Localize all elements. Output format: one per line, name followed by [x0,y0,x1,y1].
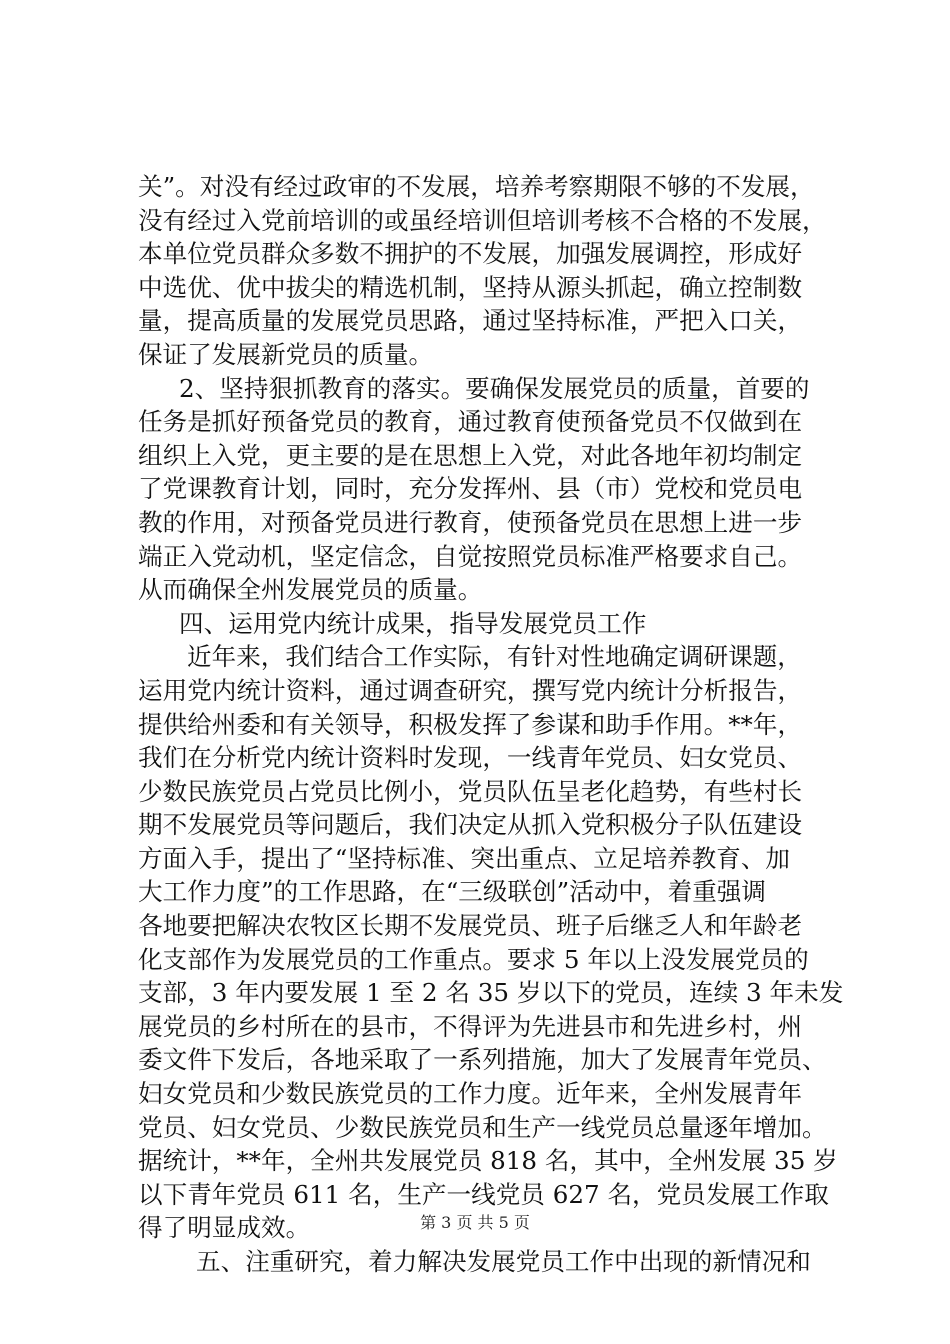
text-line: 组织上入党，更主要的是在思想上入党，对此各地年初均制定 [138,440,803,470]
section-heading: 四、运用党内统计成果，指导发展党员工作 [179,608,647,638]
page-footer: 第 3 页 共 5 页 [420,1213,530,1232]
text-line: 党员、妇女党员、少数民族党员和生产一线党员总量逐年增加。 [138,1112,827,1142]
text-line: 支部，3 年内要发展 1 至 2 名 35 岁以下的党员，连续 3 年未发 [138,978,844,1008]
text-line: 任务是抓好预备党员的教育，通过教育使预备党员不仅做到在 [138,407,803,437]
text-line: 保证了发展新党员的质量。 [138,339,434,369]
text-line: 各地要把解决农牧区长期不发展党员、班子后继乏人和年龄老 [138,911,803,941]
text-line: 运用党内统计资料，通过调查研究，撰写党内统计分析报告， [138,675,803,705]
text-line: 端正入党动机，坚定信念，自觉按照党员标准严格要求自己。 [138,541,803,571]
text-line: 得了明显成效。 [138,1213,311,1243]
text-line: 大工作力度”的工作思路，在“三级联创”活动中，着重强调 [138,877,766,907]
text-line: 教的作用，对预备党员进行教育，使预备党员在思想上进一步 [138,507,803,537]
text-line: 了党课教育计划，同时，充分发挥州、县（市）党校和党员电 [138,474,803,504]
text-line: 方面入手，提出了“坚持标准、突出重点、立足培养教育、加 [138,843,791,873]
text-line: 关”。对没有经过政审的不发展，培养考察期限不够的不发展， [138,172,815,201]
text-line: 少数民族党员占党员比例小，党员队伍呈老化趋势，有些村长 [138,776,803,806]
text-line: 展党员的乡村所在的县市，不得评为先进县市和先进乡村，州 [138,1011,803,1041]
text-line: 委文件下发后，各地采取了一系列措施，加大了发展青年党员、 [138,1045,827,1075]
text-line: 化支部作为发展党员的工作重点。要求 5 年以上没发展党员的 [138,944,809,974]
text-line: 我们在分析党内统计资料时发现，一线青年党员、妇女党员、 [138,743,803,773]
body-text [138,170,858,1279]
text-line: 中选优、优中拔尖的精选机制，坚持从源头抓起，确立控制数 [138,272,803,302]
paragraph-start-line: 近年来，我们结合工作实际，有针对性地确定调研课题， [187,642,802,672]
paragraph-start-line: 2、坚持狠抓教育的落实。要确保发展党员的质量，首要的 [179,373,810,403]
section-heading: 五、注重研究，着力解决发展党员工作中出现的新情况和 [196,1247,811,1276]
text-line: 提供给州委和有关领导，积极发挥了参谋和助手作用。**年， [138,709,803,739]
text-line: 从而确保全州发展党员的质量。 [138,575,483,605]
text-line: 没有经过入党前培训的或虽经培训但培训考核不合格的不发展， [138,205,827,235]
text-line: 妇女党员和少数民族党员的工作力度。近年来，全州发展青年 [138,1079,803,1109]
text-line: 量，提高质量的发展党员思路，通过坚持标准，严把入口关， [138,306,803,336]
text-line: 本单位党员群众多数不拥护的不发展，加强发展调控，形成好 [138,239,803,269]
text-line: 期不发展党员等问题后，我们决定从抓入党积极分子队伍建设 [138,810,803,840]
text-line: 以下青年党员 611 名，生产一线党员 627 名，党员发展工作取 [138,1179,829,1209]
text-line: 据统计，**年，全州共发展党员 818 名，其中，全州发展 35 岁 [138,1146,838,1176]
